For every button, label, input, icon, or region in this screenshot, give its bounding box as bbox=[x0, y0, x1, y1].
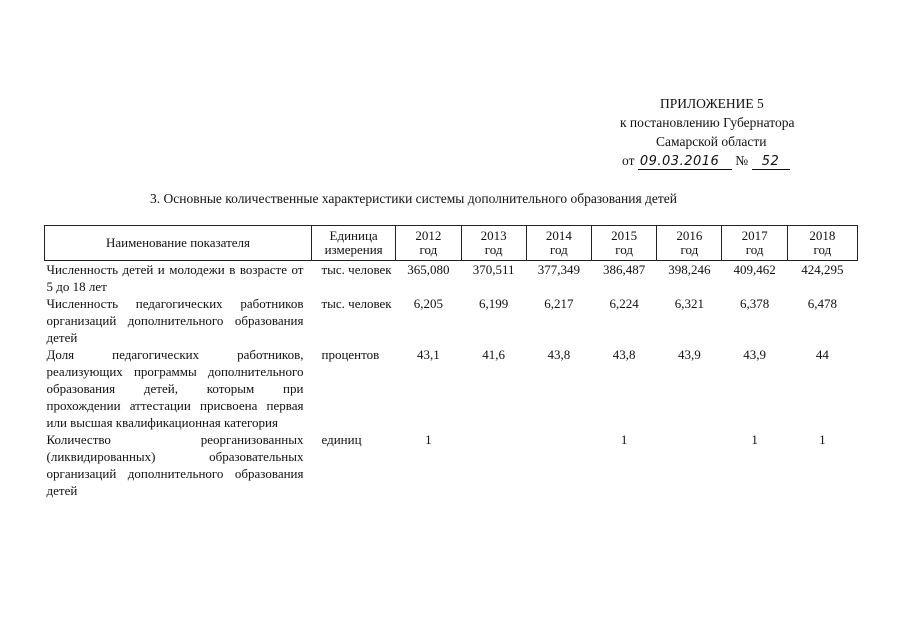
year-label: 2012 bbox=[415, 228, 442, 243]
year-suffix: год bbox=[745, 242, 764, 257]
indicator-value: 43,1 bbox=[417, 347, 440, 362]
indicator-value: 6,217 bbox=[544, 296, 574, 311]
table-row bbox=[45, 346, 858, 431]
indicator-value: 43,8 bbox=[547, 347, 571, 362]
appendix-line-decree: к постановлению Губернатора bbox=[620, 115, 795, 130]
indicator-value: 41,6 bbox=[482, 347, 505, 362]
year-label: 2016 bbox=[676, 228, 703, 243]
year-suffix: год bbox=[484, 242, 503, 257]
col-header-unit: Единица измерения bbox=[311, 226, 395, 261]
indicator-value: 6,199 bbox=[479, 296, 509, 311]
indicator-value bbox=[526, 431, 591, 499]
year-label: 2015 bbox=[611, 228, 638, 243]
indicator-value: 424,295 bbox=[801, 262, 844, 277]
table-header-row bbox=[45, 226, 858, 261]
indicator-value: 6,321 bbox=[674, 296, 704, 311]
indicator-unit: тыс. человек bbox=[321, 296, 392, 311]
indicator-value: 1 bbox=[819, 432, 826, 447]
col-header-year bbox=[787, 226, 857, 261]
year-suffix: год bbox=[813, 242, 832, 257]
indicator-value: 6,224 bbox=[609, 296, 639, 311]
indicator-name: Количество реорганизованных (ликвидированных) образовательных организаций дополнительного образования детей bbox=[46, 432, 304, 498]
year-label: 2018 bbox=[809, 228, 836, 243]
section-title: 3. Основные количественные характеристики системы дополнительного образования детей bbox=[150, 191, 678, 206]
indicator-value: 386,487 bbox=[602, 262, 646, 277]
indicator-value bbox=[657, 431, 722, 499]
indicator-value: 6,478 bbox=[807, 296, 837, 311]
indicator-name: Доля педагогических работников, реализующих программы дополнительного образования детей, которым при прохождении аттестации присвоена первая или высшая квалификационная категория bbox=[46, 347, 304, 430]
indicator-unit: единиц bbox=[321, 432, 362, 447]
indicator-name: Численность педагогических работников организаций дополнительного образования детей bbox=[46, 296, 304, 345]
col-header-year bbox=[591, 226, 656, 261]
indicator-value: 398,246 bbox=[668, 262, 711, 277]
indicators-table bbox=[44, 225, 858, 499]
indicator-value: 6,205 bbox=[413, 296, 444, 311]
indicator-value: 1 bbox=[751, 432, 758, 447]
indicator-value: 365,080 bbox=[407, 262, 450, 277]
appendix-date-line bbox=[580, 151, 880, 170]
year-suffix: год bbox=[419, 242, 438, 257]
indicator-unit: процентов bbox=[321, 347, 380, 362]
from-label: от bbox=[622, 153, 635, 168]
table-row bbox=[45, 431, 858, 499]
indicator-value: 44 bbox=[815, 347, 829, 362]
year-label: 2013 bbox=[480, 228, 507, 243]
indicator-value: 1 bbox=[620, 432, 628, 447]
number-label: № bbox=[735, 153, 749, 168]
appendix-line-region: Самарской области bbox=[656, 134, 767, 149]
col-header-year bbox=[526, 226, 591, 261]
col-header-year bbox=[396, 226, 461, 261]
year-suffix: год bbox=[549, 242, 568, 257]
year-suffix: год bbox=[680, 242, 699, 257]
indicator-unit: тыс. человек bbox=[321, 262, 392, 277]
indicator-name: Численность детей и молодежи в возрасте от 5 до 18 лет bbox=[46, 262, 304, 294]
indicator-value: 6,378 bbox=[739, 296, 770, 311]
col-header-year bbox=[722, 226, 787, 261]
appendix-header bbox=[580, 94, 880, 170]
indicator-value bbox=[461, 431, 526, 499]
year-suffix: год bbox=[615, 242, 633, 257]
col-header-year bbox=[461, 226, 526, 261]
year-label: 2017 bbox=[741, 228, 768, 243]
col-header-year bbox=[657, 226, 722, 261]
indicator-value: 43,9 bbox=[677, 347, 701, 362]
table-row bbox=[45, 295, 858, 346]
year-label: 2014 bbox=[545, 228, 572, 243]
appendix-title: ПРИЛОЖЕНИЕ 5 bbox=[660, 96, 764, 111]
col-header-name: Наименование показателя bbox=[45, 226, 312, 261]
handwritten-number: 52 bbox=[752, 155, 790, 170]
indicator-value: 43,8 bbox=[612, 347, 636, 362]
indicator-value: 43,9 bbox=[743, 347, 766, 362]
table-row bbox=[45, 261, 858, 296]
handwritten-date: 09.03.2016 bbox=[638, 155, 732, 170]
indicators-table-wrap bbox=[44, 225, 858, 499]
indicator-value: 370,511 bbox=[472, 262, 515, 277]
indicator-value: 1 bbox=[425, 432, 432, 447]
indicator-value: 409,462 bbox=[733, 262, 776, 277]
indicator-value: 377,349 bbox=[537, 262, 580, 277]
